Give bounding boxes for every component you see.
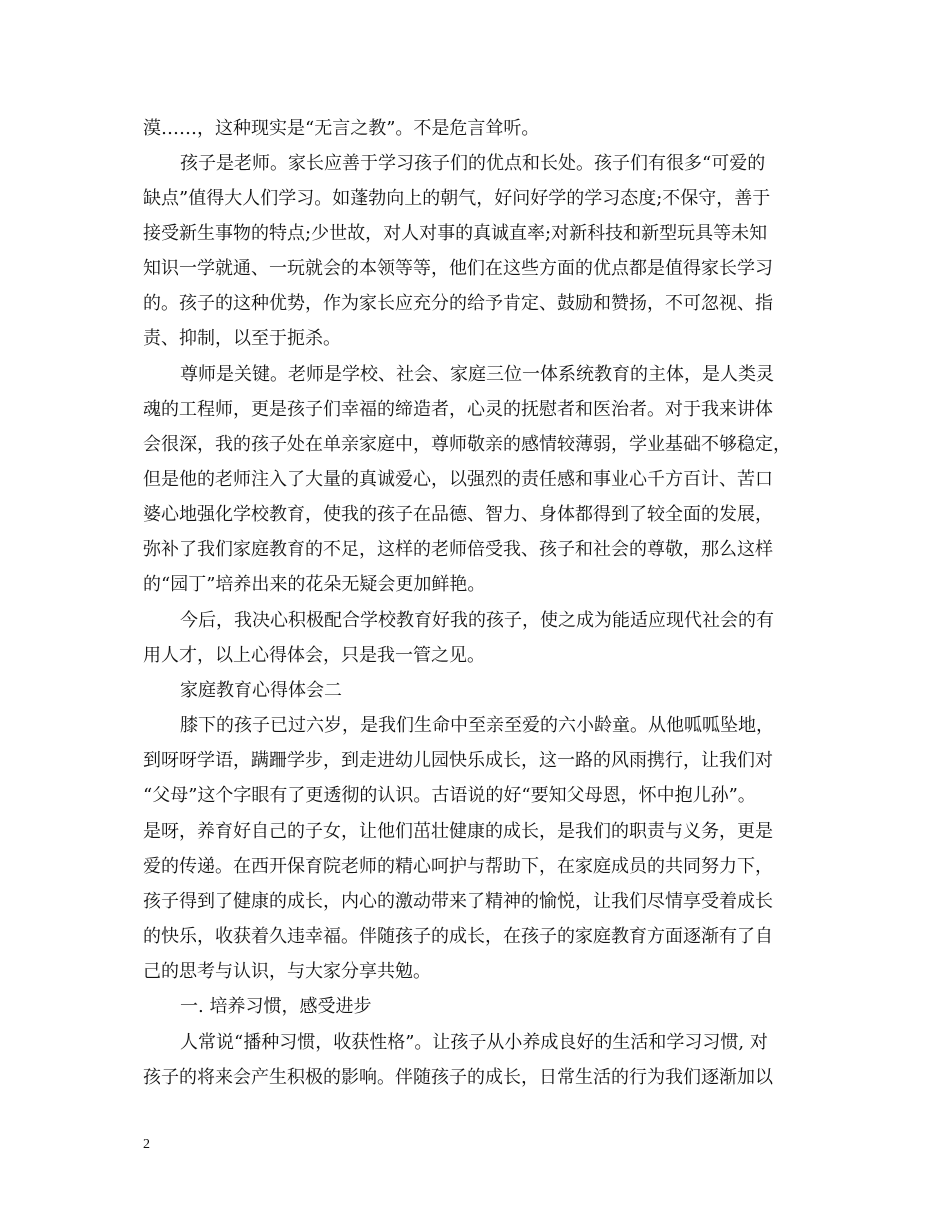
text-line: 漠……，这种现实是“无言之教”。不是危言耸听。 — [143, 118, 540, 139]
text-line: 人常说“播种习惯，收获性格”。让孩子从小养成良好的生活和学习习惯, 对 — [180, 1032, 768, 1053]
text-line: 知识一学就通、一玩就会的本领等等，他们在这些方面的优点都是值得家长学习 — [143, 258, 773, 279]
text-line: 今后，我决心积极配合学校教育好我的孩子，使之成为能适应现代社会的有 — [180, 610, 774, 631]
text-line: 爱的传递。在西开保育院老师的精心呵护与帮助下，在家庭成员的共同努力下， — [143, 856, 773, 877]
text-line: 弥补了我们家庭教育的不足，这样的老师倍受我、孩子和社会的尊敬，那么这样 — [143, 539, 773, 560]
text-line: 魂的工程师，更是孩子们幸福的缔造者，心灵的抚慰者和医治者。对于我来讲体 — [143, 399, 773, 420]
text-line: 孩子得到了健康的成长，内心的激动带来了精神的愉悦，让我们尽情享受着成长 — [143, 891, 773, 912]
text-line: 孩子的将来会产生积极的影响。伴随孩子的成长，日常生活的行为我们逐渐加以 — [143, 1067, 773, 1088]
text-line: 孩子是老师。家长应善于学习孩子们的优点和长处。孩子们有很多“可爱的 — [180, 153, 766, 174]
text-line: 到呀呀学语，蹒跚学步，到走进幼儿园快乐成长，这一路的风雨携行，让我们对 — [143, 750, 773, 771]
text-line: 尊师是关键。老师是学校、社会、家庭三位一体系统教育的主体，是人类灵 — [180, 364, 774, 385]
text-line: 责、抑制，以至于扼杀。 — [143, 328, 341, 349]
section-heading: 家庭教育心得体会二 — [180, 680, 342, 701]
text-line: 的快乐，收获着久违幸福。伴随孩子的成长，在孩子的家庭教育方面逐渐有了自 — [143, 926, 773, 947]
text-line: 但是他的老师注入了大量的真诚爱心，以强烈的责任感和事业心千方百计、苦口 — [143, 469, 773, 490]
text-line: 婆心地强化学校教育，使我的孩子在品德、智力、身体都得到了较全面的发展， — [143, 504, 773, 525]
text-line: 的“园丁”培养出来的花朵无疑会更加鲜艳。 — [143, 574, 486, 595]
subsection-heading: 一. 培养习惯，感受进步 — [180, 996, 372, 1017]
text-line: “父母”这个字眼有了更透彻的认识。古语说的好“要知父母恩，怀中抱儿孙”。 — [143, 785, 756, 806]
text-line: 是呀，养育好自己的子女，让他们茁壮健康的成长，是我们的职责与义务，更是 — [143, 821, 773, 842]
text-line: 的。孩子的这种优势，作为家长应充分的给予肯定、鼓励和赞扬，不可忽视、指 — [143, 293, 773, 314]
text-line: 用人才，以上心得体会，只是我一管之见。 — [143, 645, 485, 666]
page-number: 2 — [143, 1137, 150, 1152]
text-line: 缺点”值得大人们学习。如蓬勃向上的朝气，好问好学的学习态度;不保守，善于 — [143, 188, 771, 209]
text-line: 膝下的孩子已过六岁，是我们生命中至亲至爱的六小龄童。从他呱呱坠地， — [180, 715, 774, 736]
text-line: 己的思考与认识，与大家分享共勉。 — [143, 961, 431, 982]
text-line: 接受新生事物的特点;少世故，对人对事的真诚直率;对新科技和新型玩具等未知 — [143, 223, 768, 244]
text-line: 会很深，我的孩子处在单亲家庭中，尊师敬亲的感情较薄弱，学业基础不够稳定， — [143, 434, 791, 455]
